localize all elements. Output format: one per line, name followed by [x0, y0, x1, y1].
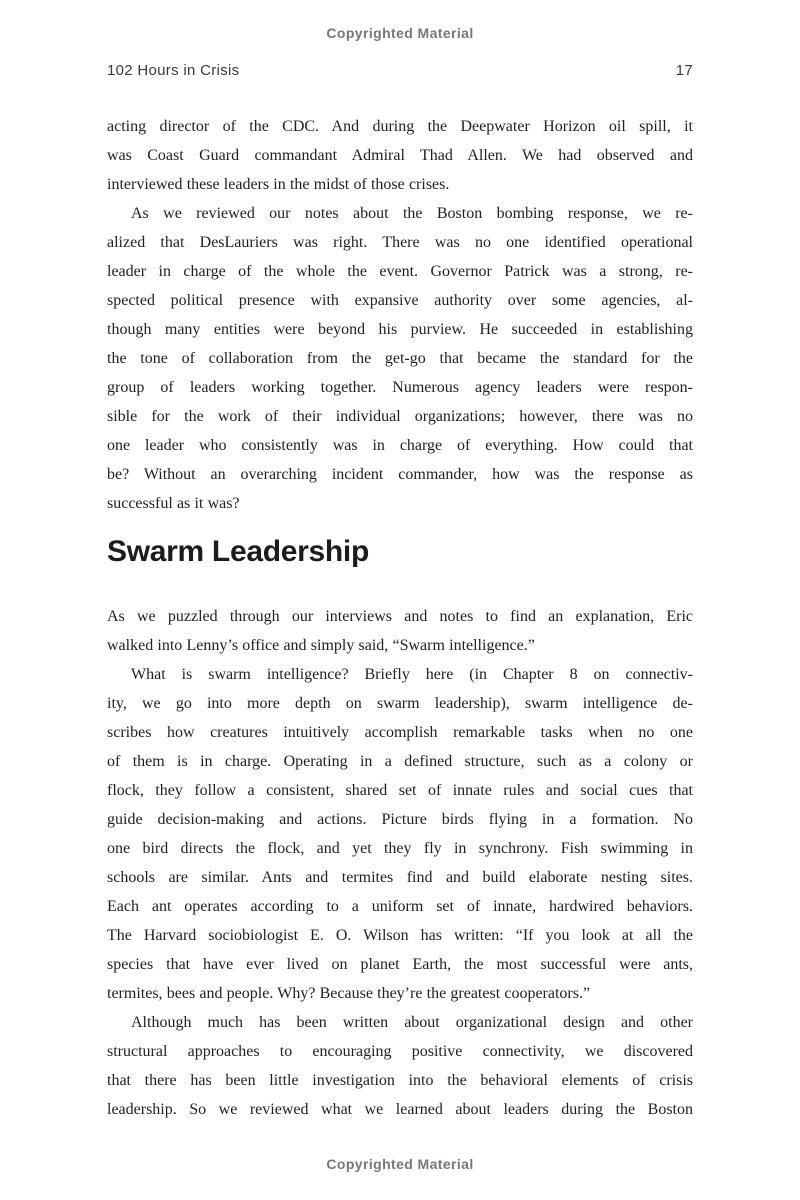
text-line: alized that DesLauriers was right. There was no one identified operational: [107, 234, 693, 251]
paragraph: [107, 112, 693, 199]
text-line: though many entities were beyond his purview. He succeeded in establishing: [107, 321, 693, 338]
paragraph: [107, 199, 693, 518]
text-line: ity, we go into more depth on swarm leadership), swarm intelligence de-: [107, 695, 693, 712]
text-line: the tone of collaboration from the get-go that became the standard for the: [107, 350, 693, 367]
text-line: flock, they follow a consistent, shared set of innate rules and social cues that: [107, 782, 693, 799]
page-body: [107, 112, 693, 1124]
text-line: leader in charge of the whole the event. Governor Patrick was a strong, re-: [107, 263, 693, 280]
text-line: be? Without an overarching incident commander, how was the response as: [107, 466, 693, 483]
text-line: acting director of the CDC. And during the Deepwater Horizon oil spill, it: [107, 118, 693, 135]
running-header: [107, 61, 693, 81]
copyright-notice-bottom: Copyrighted Material: [326, 1156, 474, 1172]
text-line: of them is in charge. Operating in a defined structure, such as a colony or: [107, 753, 693, 770]
text-line: Each ant operates according to a uniform set of innate, hardwired behaviors.: [107, 898, 693, 915]
text-line: one leader who consistently was in charge of everything. How could that: [107, 437, 693, 454]
paragraph: [107, 602, 693, 660]
running-header-title: 102 Hours in Crisis: [107, 62, 240, 79]
text-line: group of leaders working together. Numerous agency leaders were respon-: [107, 379, 693, 396]
text-line: schools are similar. Ants and termites find and build elaborate nesting sites.: [107, 869, 693, 886]
text-line: As we puzzled through our interviews and notes to find an explanation, Eric: [107, 608, 693, 625]
text-line: interviewed these leaders in the midst of those crises.: [107, 176, 450, 193]
text-line: As we reviewed our notes about the Boston bombing response, we re-: [131, 205, 693, 222]
text-line: Although much has been written about organizational design and other: [131, 1014, 693, 1031]
text-line: scribes how creatures intuitively accomplish remarkable tasks when no one: [107, 724, 693, 741]
copyright-notice-top: Copyrighted Material: [326, 25, 474, 41]
text-line: leadership. So we reviewed what we learned about leaders during the Boston: [107, 1101, 693, 1118]
paragraph: [107, 1008, 693, 1124]
text-line: structural approaches to encouraging positive connectivity, we discovered: [107, 1043, 693, 1060]
text-line: What is swarm intelligence? Briefly here (in Chapter 8 on connectiv-: [131, 666, 693, 683]
text-line: species that have ever lived on planet Earth, the most successful were ants,: [107, 956, 693, 973]
text-line: termites, bees and people. Why? Because they’re the greatest cooperators.”: [107, 985, 591, 1002]
page-number: 17: [675, 62, 693, 79]
text-line: was Coast Guard commandant Admiral Thad Allen. We had observed and: [107, 147, 693, 164]
text-line: one bird directs the flock, and yet they fly in synchrony. Fish swimming in: [107, 840, 693, 857]
text-line: walked into Lenny’s office and simply said, “Swarm intelligence.”: [107, 637, 535, 654]
text-line: that there has been little investigation into the behavioral elements of crisis: [107, 1072, 693, 1089]
paragraph: [107, 660, 693, 1008]
text-line: successful as it was?: [107, 495, 240, 512]
text-line: spected political presence with expansive authority over some agencies, al-: [107, 292, 693, 309]
text-line: The Harvard sociobiologist E. O. Wilson has written: “If you look at all the: [107, 927, 693, 944]
text-line: guide decision-making and actions. Picture birds flying in a formation. No: [107, 811, 693, 828]
section-heading: Swarm Leadership: [107, 535, 369, 568]
text-line: sible for the work of their individual organizations; however, there was no: [107, 408, 693, 425]
